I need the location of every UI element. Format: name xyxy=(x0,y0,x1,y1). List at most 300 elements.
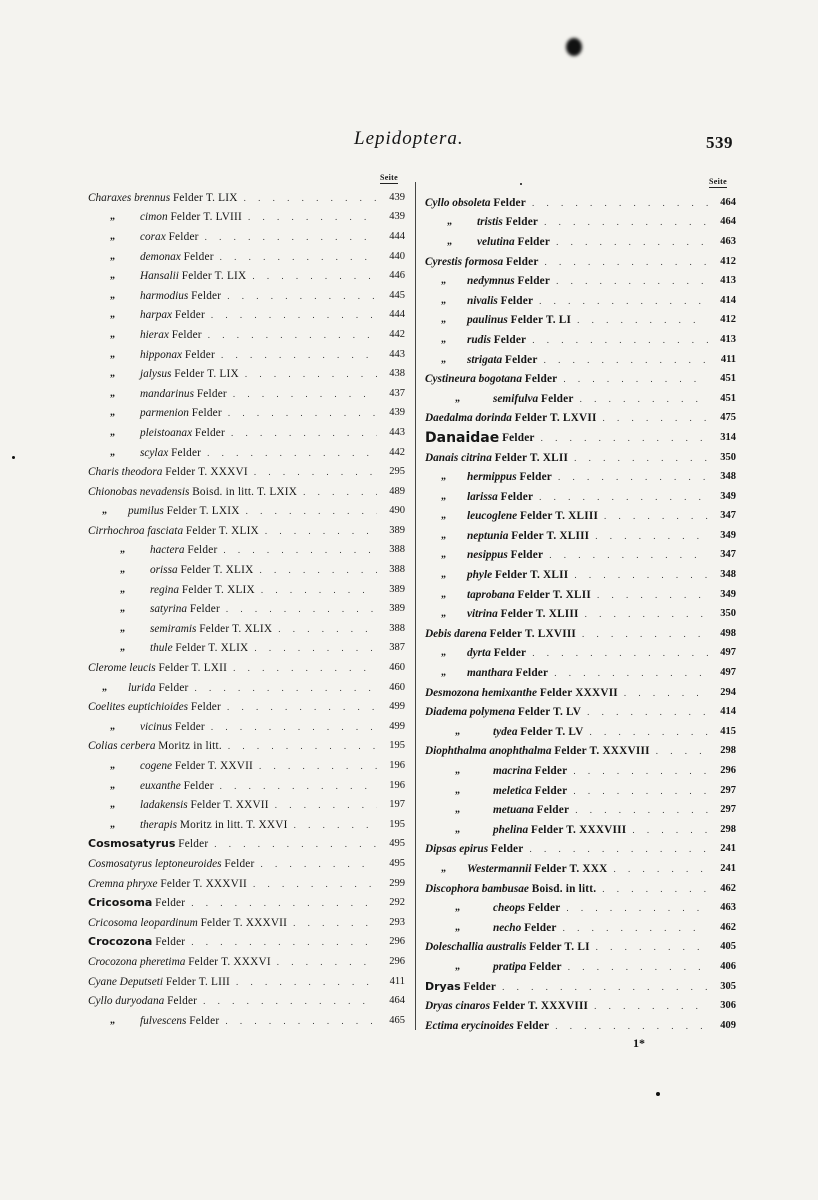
dot-leader xyxy=(225,1014,377,1028)
author-reference: Felder T. LXVIII xyxy=(489,627,577,640)
page-reference: 460 xyxy=(389,662,405,674)
index-entry xyxy=(425,330,736,350)
author-reference: Felder xyxy=(502,431,535,444)
species-name: Cirrhochroa fasciata xyxy=(88,524,184,537)
dot-leader xyxy=(259,563,377,577)
dot-leader xyxy=(223,543,377,557)
species-name: Desmozona hemixanthe xyxy=(425,686,538,699)
dot-leader xyxy=(558,470,708,484)
dot-leader xyxy=(227,700,377,714)
index-entry xyxy=(425,350,736,370)
dot-leader xyxy=(246,504,377,518)
species-name: harmodius xyxy=(140,289,189,302)
dot-leader xyxy=(556,274,708,288)
dot-leader xyxy=(596,940,708,954)
index-entry xyxy=(88,227,405,247)
species-name: meletica xyxy=(493,784,532,797)
dot-leader xyxy=(244,191,377,205)
dot-leader xyxy=(541,431,708,445)
author-reference: Felder xyxy=(190,701,221,714)
species-name: scylax xyxy=(140,446,169,459)
page-reference: 350 xyxy=(720,608,736,620)
page-reference: 463 xyxy=(720,902,736,914)
author-reference: Felder T. LIII xyxy=(165,975,230,988)
species-name: Dipsas epirus xyxy=(425,843,489,856)
species-name: jalysus xyxy=(140,368,172,381)
index-entry xyxy=(88,364,405,384)
species-name: Danaidae xyxy=(425,429,500,446)
species-name: euxanthe xyxy=(140,779,181,792)
species-name: Cosmosatyrus xyxy=(88,837,176,851)
dot-leader xyxy=(195,681,377,695)
page-reference: 241 xyxy=(720,843,736,855)
author-reference: Felder T. XXXVII xyxy=(200,916,288,929)
species-name: Westermannii xyxy=(467,862,532,875)
index-entry xyxy=(425,526,736,546)
author-reference: Felder xyxy=(524,373,558,386)
species-name: corax xyxy=(140,230,166,243)
author-reference: Felder T. XLIII xyxy=(520,510,599,523)
species-name: fulvescens xyxy=(140,1014,187,1027)
dot-leader xyxy=(580,392,708,406)
index-entry xyxy=(425,389,736,409)
page-reference: 415 xyxy=(720,725,736,737)
dot-leader xyxy=(191,935,377,949)
author-reference: Felder xyxy=(493,333,527,346)
ditto-mark: „ xyxy=(120,564,125,576)
page-reference: 388 xyxy=(389,544,405,556)
index-entry xyxy=(88,952,405,972)
dot-leader xyxy=(597,588,708,602)
page-reference: 489 xyxy=(389,485,405,497)
author-reference: Felder T. XLIX xyxy=(180,564,254,577)
dot-leader xyxy=(214,837,377,851)
page-reference: 438 xyxy=(389,368,405,380)
page-reference: 196 xyxy=(389,779,405,791)
page-reference: 443 xyxy=(389,348,405,360)
dot-leader xyxy=(544,215,708,229)
species-name: Dryas xyxy=(425,979,461,993)
ink-blot xyxy=(566,38,582,56)
index-entry xyxy=(88,717,405,737)
ditto-mark: „ xyxy=(110,760,115,772)
page-reference: 406 xyxy=(720,960,736,972)
dot-leader xyxy=(260,857,377,871)
species-name: Clerome leucis xyxy=(88,662,156,675)
ditto-mark: „ xyxy=(110,250,115,262)
index-entry xyxy=(425,546,736,566)
species-name: nedymnus xyxy=(467,275,515,288)
dot-leader xyxy=(632,823,708,837)
page-reference: 451 xyxy=(720,373,736,385)
species-name: nivalis xyxy=(467,294,498,307)
page-reference: 314 xyxy=(720,431,736,443)
species-name: Daedalma dorinda xyxy=(425,412,512,425)
index-entry xyxy=(88,482,405,502)
species-name: necho xyxy=(493,921,522,934)
index-entry xyxy=(425,761,736,781)
index-entry xyxy=(88,404,405,424)
index-entry xyxy=(88,306,405,326)
author-reference: Felder T. XLII xyxy=(494,451,569,464)
page-reference: 451 xyxy=(720,392,736,404)
index-entry xyxy=(88,443,405,463)
index-entry xyxy=(88,462,405,482)
dot-leader xyxy=(205,230,377,244)
species-name: paulinus xyxy=(467,314,508,327)
dot-leader xyxy=(261,583,377,597)
index-entry xyxy=(88,972,405,992)
author-reference: Felder xyxy=(158,681,189,694)
author-reference: Felder xyxy=(515,667,549,680)
index-entry xyxy=(425,604,736,624)
author-reference: Felder xyxy=(178,838,209,851)
author-reference: Felder xyxy=(517,235,551,248)
author-reference: Felder xyxy=(493,196,526,209)
index-entry xyxy=(425,977,736,997)
page-reference: 297 xyxy=(720,784,736,796)
seite-column-label-right: Seite xyxy=(709,177,727,186)
page-number: 539 xyxy=(706,133,733,152)
page-reference: 462 xyxy=(720,921,736,933)
species-name: manthara xyxy=(467,667,513,680)
author-reference: Felder T. LI xyxy=(510,314,572,327)
species-name: hierax xyxy=(140,328,169,341)
index-entry xyxy=(88,1011,405,1031)
page-reference: 462 xyxy=(720,882,736,894)
dot-leader xyxy=(236,975,377,989)
page-reference: 498 xyxy=(720,627,736,639)
dot-leader xyxy=(226,602,377,616)
author-reference: Felder xyxy=(541,392,574,405)
page-reference: 442 xyxy=(389,328,405,340)
species-name: semiramis xyxy=(150,622,197,635)
author-reference: Boisd. in litt. T. LXIX xyxy=(192,485,298,498)
ditto-mark: „ xyxy=(110,1014,115,1026)
ditto-mark: „ xyxy=(441,314,446,326)
ditto-mark: „ xyxy=(455,960,460,972)
page-reference: 349 xyxy=(720,490,736,502)
page-reference: 196 xyxy=(389,760,405,772)
page-reference: 349 xyxy=(720,588,736,600)
species-name: tydea xyxy=(493,725,518,738)
dot-leader xyxy=(254,465,377,479)
index-entry xyxy=(425,722,736,742)
species-name: larissa xyxy=(467,490,498,503)
species-name: phelina xyxy=(493,823,529,836)
page-reference: 475 xyxy=(720,412,736,424)
species-name: Chionobas nevadensis xyxy=(88,485,190,498)
ditto-mark: „ xyxy=(110,818,115,830)
page-reference: 446 xyxy=(389,270,405,282)
species-name: Ectima erycinoides xyxy=(425,1019,514,1032)
species-name: Danais citrina xyxy=(425,451,492,464)
dot-leader xyxy=(231,426,377,440)
species-name: Cricosoma leopardinum xyxy=(88,916,198,929)
page-title: Lepidoptera. xyxy=(354,128,464,149)
index-entry xyxy=(425,467,736,487)
ditto-mark: „ xyxy=(120,583,125,595)
page-reference: 195 xyxy=(389,740,405,752)
ditto-mark: „ xyxy=(441,608,446,620)
author-reference: Felder xyxy=(527,902,561,915)
index-entry xyxy=(425,585,736,605)
page-reference: 490 xyxy=(389,505,405,517)
page-reference: 348 xyxy=(720,471,736,483)
dot-leader xyxy=(303,485,377,499)
species-name: Charis theodora xyxy=(88,466,163,479)
page-reference: 437 xyxy=(389,387,405,399)
author-reference: Felder T. XXXVIII xyxy=(492,1000,589,1013)
species-name: rudis xyxy=(467,333,491,346)
dot-leader xyxy=(502,980,708,994)
index-entry xyxy=(88,893,405,913)
column-divider xyxy=(415,182,416,1030)
author-reference: Felder xyxy=(155,897,186,910)
index-entry xyxy=(88,795,405,815)
author-reference: Felder T. LI xyxy=(529,941,590,954)
species-name: Colias cerbera xyxy=(88,740,156,753)
dot-leader xyxy=(233,661,377,675)
species-name: hactera xyxy=(150,544,185,557)
dot-leader xyxy=(539,490,708,504)
dot-leader xyxy=(208,328,377,342)
ink-speck xyxy=(656,1092,660,1096)
page-reference: 299 xyxy=(389,877,405,889)
page-reference: 439 xyxy=(389,407,405,419)
index-entry xyxy=(425,428,736,448)
author-reference: Boisd. in litt. xyxy=(531,882,597,895)
author-reference: Moritz in litt. xyxy=(158,740,222,753)
author-reference: Felder T. XXXVI xyxy=(188,955,271,968)
page-reference: 414 xyxy=(720,294,736,306)
page-reference: 464 xyxy=(720,216,736,228)
author-reference: Felder xyxy=(174,309,205,322)
page-reference: 388 xyxy=(389,564,405,576)
page-reference: 412 xyxy=(720,255,736,267)
ditto-mark: „ xyxy=(110,407,115,419)
page-reference: 497 xyxy=(720,647,736,659)
author-reference: Felder xyxy=(174,720,205,733)
index-entry xyxy=(425,820,736,840)
page-reference: 405 xyxy=(720,941,736,953)
species-name: cimon xyxy=(140,211,168,224)
author-reference: Felder T. XXX xyxy=(534,862,608,875)
author-reference: Felder xyxy=(463,980,497,993)
ditto-mark: „ xyxy=(120,622,125,634)
index-entry xyxy=(425,742,736,762)
dot-leader xyxy=(545,255,708,269)
species-name: satyrina xyxy=(150,603,188,616)
page-reference: 444 xyxy=(389,309,405,321)
page-reference: 412 xyxy=(720,314,736,326)
index-entry xyxy=(88,580,405,600)
author-reference: Felder xyxy=(184,348,215,361)
author-reference: Felder xyxy=(171,446,202,459)
ditto-mark: „ xyxy=(455,921,460,933)
species-name: mandarinus xyxy=(140,387,194,400)
author-reference: Felder xyxy=(534,784,568,797)
species-name: orissa xyxy=(150,564,178,577)
species-name: Cyllo duryodana xyxy=(88,995,165,1008)
index-entry xyxy=(425,683,736,703)
species-name: demonax xyxy=(140,250,181,263)
ditto-mark: „ xyxy=(455,902,460,914)
author-reference: Felder T. XLII xyxy=(517,588,591,601)
species-name: pleistoanax xyxy=(140,426,193,439)
index-entry xyxy=(88,737,405,757)
dot-leader xyxy=(211,308,377,322)
page-reference: 296 xyxy=(720,765,736,777)
species-name: vitrina xyxy=(467,608,498,621)
species-name: Cricosoma xyxy=(88,896,153,910)
author-reference: Felder xyxy=(529,960,562,973)
ditto-mark: „ xyxy=(441,275,446,287)
page-reference: 495 xyxy=(389,857,405,869)
species-name: velutina xyxy=(477,235,515,248)
page-reference: 464 xyxy=(720,196,736,208)
index-entry xyxy=(425,702,736,722)
dot-leader xyxy=(594,999,708,1013)
ditto-mark: „ xyxy=(441,667,446,679)
page-reference: 293 xyxy=(389,916,405,928)
author-reference: Felder xyxy=(536,804,570,817)
author-reference: Felder xyxy=(183,779,214,792)
index-entry xyxy=(88,854,405,874)
author-reference: Felder xyxy=(500,490,534,503)
dot-leader xyxy=(554,666,708,680)
ditto-mark: „ xyxy=(455,765,460,777)
species-name: Cremna phryxe xyxy=(88,877,158,890)
author-reference: Felder T. LIX xyxy=(172,191,238,204)
author-reference: Felder xyxy=(168,230,199,243)
species-name: Debis darena xyxy=(425,627,487,640)
printer-signature: 1* xyxy=(633,1036,645,1050)
species-name: dyrta xyxy=(467,647,491,660)
species-name: Cyane Deputseti xyxy=(88,975,163,988)
dot-leader xyxy=(228,406,377,420)
species-name: harpax xyxy=(140,309,173,322)
index-entry xyxy=(425,507,736,527)
ditto-mark: „ xyxy=(441,529,446,541)
page-reference: 295 xyxy=(389,466,405,478)
page-reference: 241 xyxy=(720,862,736,874)
index-entry xyxy=(425,624,736,644)
index-entry xyxy=(88,208,405,228)
species-name: Dryas cinaros xyxy=(425,1000,490,1013)
page-reference: 443 xyxy=(389,426,405,438)
index-entry xyxy=(88,247,405,267)
dot-leader xyxy=(252,269,377,283)
index-entry xyxy=(425,487,736,507)
dot-leader xyxy=(568,960,708,974)
page-reference: 195 xyxy=(389,818,405,830)
species-name: Coelites euptichioides xyxy=(88,701,189,714)
page-reference: 465 xyxy=(389,1014,405,1026)
species-name: Cyrestis formosa xyxy=(425,255,504,268)
author-reference: Felder T. XLIX xyxy=(199,622,273,635)
index-entry xyxy=(88,776,405,796)
index-entry xyxy=(425,879,736,899)
page-reference: 388 xyxy=(389,622,405,634)
author-reference: Felder xyxy=(196,387,227,400)
index-entry xyxy=(88,502,405,522)
ditto-mark: „ xyxy=(441,549,446,561)
author-reference: Felder T. LIX xyxy=(181,270,247,283)
author-reference: Felder xyxy=(490,843,524,856)
index-entry xyxy=(425,898,736,918)
dot-leader xyxy=(544,353,708,367)
page-reference: 411 xyxy=(389,975,405,987)
author-reference: Moritz in litt. T. XXVI xyxy=(179,818,288,831)
ditto-mark: „ xyxy=(110,270,115,282)
index-entry xyxy=(88,599,405,619)
ditto-mark: „ xyxy=(110,387,115,399)
species-name: neptunia xyxy=(467,529,509,542)
dot-leader xyxy=(603,411,708,425)
author-reference: Felder xyxy=(167,995,198,1008)
ditto-mark: „ xyxy=(455,823,460,835)
ditto-mark: „ xyxy=(110,779,115,791)
index-entry xyxy=(425,918,736,938)
index-entry xyxy=(425,663,736,683)
ditto-mark: „ xyxy=(102,505,107,517)
ditto-mark: „ xyxy=(110,720,115,732)
page-reference: 387 xyxy=(389,642,405,654)
species-name: hermippus xyxy=(467,471,517,484)
ditto-mark: „ xyxy=(441,333,446,345)
species-name: semifulva xyxy=(493,392,539,405)
author-reference: Felder T. XLIII xyxy=(500,608,579,621)
species-name: Diadema polymena xyxy=(425,706,516,719)
ditto-mark: „ xyxy=(102,681,107,693)
author-reference: Felder xyxy=(189,603,220,616)
page-reference: 445 xyxy=(389,289,405,301)
page-reference: 296 xyxy=(389,936,405,948)
author-reference: Felder T. XXXVIII xyxy=(554,745,650,758)
species-name: ladakensis xyxy=(140,799,188,812)
dot-leader xyxy=(574,451,708,465)
species-name: lurida xyxy=(128,681,156,694)
dot-leader xyxy=(613,862,708,876)
species-name: Hansalii xyxy=(140,270,179,283)
author-reference: Felder T. XLII xyxy=(494,569,569,582)
species-name: macrina xyxy=(493,765,532,778)
index-entry xyxy=(425,996,736,1016)
dot-leader xyxy=(265,524,377,538)
dot-leader xyxy=(532,333,708,347)
index-entry xyxy=(88,541,405,561)
ditto-mark: „ xyxy=(110,309,115,321)
index-entry xyxy=(425,781,736,801)
page-reference: 499 xyxy=(389,701,405,713)
author-reference: Felder T. LV xyxy=(520,725,584,738)
page-reference: 464 xyxy=(389,995,405,1007)
dot-leader xyxy=(293,916,377,930)
ditto-mark: „ xyxy=(455,725,460,737)
ditto-mark: „ xyxy=(455,392,460,404)
author-reference: Felder T. XXXVIII xyxy=(530,823,627,836)
index-entry xyxy=(88,756,405,776)
species-name: pumilus xyxy=(128,505,164,518)
species-name: parmenion xyxy=(140,407,189,420)
author-reference: Felder T. XXVII xyxy=(174,760,254,773)
index-entry xyxy=(425,271,736,291)
ditto-mark: „ xyxy=(441,490,446,502)
dot-leader xyxy=(604,509,708,523)
dot-leader xyxy=(563,921,708,935)
dot-leader xyxy=(585,607,708,621)
